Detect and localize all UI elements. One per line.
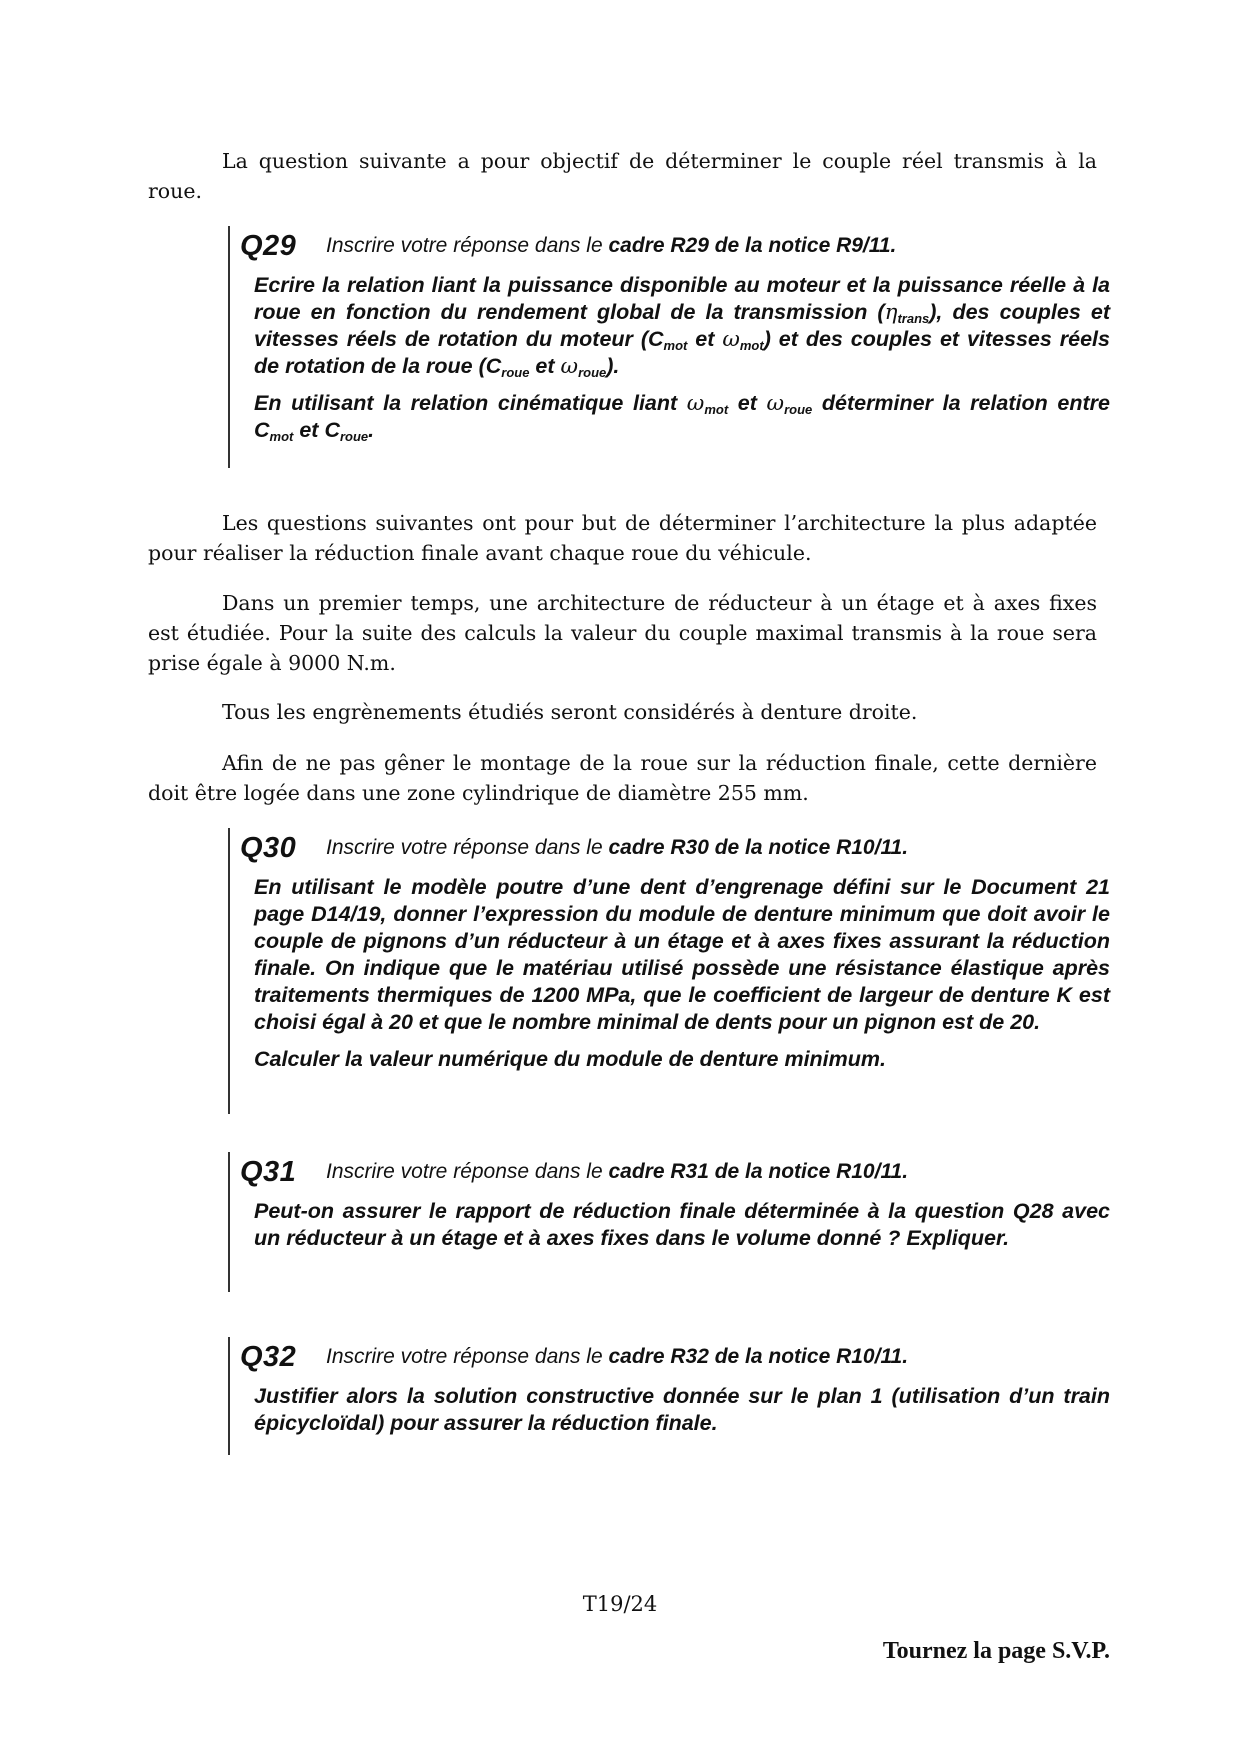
paragraph-gearing: Tous les engrènements étudiés seront considérés à denture droite. [222, 700, 918, 724]
question-q30 [228, 828, 1110, 1114]
paragraph-volume: Afin de ne pas gêner le montage de la roue sur la réduction finale, cette dernière doit être logée dans une zone cylindrique de diamètre 255 mm. [148, 751, 1097, 805]
q29-header [240, 226, 1110, 266]
page-number: T19/24 [582, 1592, 658, 1616]
q31-instruction: Inscrire votre réponse dans le cadre R31 de la notice R10/11. [326, 1160, 909, 1183]
q32-statement: Justifier alors la solution constructive donnée sur le plan 1 (utilisation d’un train épicycloïdal) pour assurer la réduction finale. [254, 1384, 1110, 1435]
q29-number: Q29 [240, 229, 297, 262]
q29-instruction: Inscrire votre réponse dans le cadre R29 de la notice R9/11. [326, 234, 897, 257]
q30-instruction: Inscrire votre réponse dans le cadre R30 de la notice R10/11. [326, 836, 909, 859]
q32-header [240, 1337, 1110, 1377]
q32-instruction: Inscrire votre réponse dans le cadre R32 de la notice R10/11. [326, 1345, 909, 1368]
intro-paragraph: La question suivante a pour objectif de déterminer le couple réel transmis à la roue. [148, 149, 1097, 203]
q31-header [240, 1152, 1110, 1192]
question-q29 [228, 226, 1110, 468]
question-q32 [228, 1337, 1110, 1455]
q31-statement: Peut-on assurer le rapport de réduction finale déterminée à la question Q28 avec un réducteur à un étage et à axes fixes dans le volume donné ? Expliquer. [254, 1199, 1110, 1250]
paragraph-architecture: Les questions suivantes ont pour but de déterminer l’architecture la plus adaptée pour réaliser la réduction finale avant chaque roue du véhicule. [148, 511, 1097, 565]
q30-statement-2: Calculer la valeur numérique du module de denture minimum. [254, 1047, 886, 1071]
q30-statement-1: En utilisant le modèle poutre d’une dent d’engrenage défini sur le Document 21 page D14/19, donner l’expression du module de denture minimum que doit avoir le couple de pignons d’un réducteur à un étage et à axes fixes assurant la réduction finale. On indique que le matériau utilisé possède une résistance élastique après traitements thermiques de 1200 MPa, que le coefficient de largeur de denture K est choisi égal à 20 et que le nombre minimal de dents pour un pignon est de 20. [254, 875, 1110, 1034]
q30-header [240, 828, 1110, 868]
q29-statement-1: Ecrire la relation liant la puissance disponible au moteur et la puissance réelle à la roue en fonction du rendement global de la transmission $(\eta_{trans})$, des couples et vitesses réels de rotation du moteur ($C_{mot}$ et $\omega_{mot}$) et des couples et vitesses réels de rotation de la roue ($C_{roue}$ et $\omega_{roue}$). [254, 273, 1110, 380]
turn-page-note: Tournez la page S.V.P. [882, 1638, 1110, 1664]
q31-number: Q31 [240, 1155, 297, 1188]
q30-number: Q30 [240, 831, 297, 864]
question-q31 [228, 1152, 1110, 1292]
q32-number: Q32 [240, 1340, 297, 1373]
q29-statement-2: En utilisant la relation cinématique liant $\omega_{mot}$ et $\omega_{roue}$ déterminer la relation entre $C_{mot}$ et $C_{roue}$. [254, 391, 1110, 444]
paragraph-first-approach: Dans un premier temps, une architecture de réducteur à un étage et à axes fixes est étudiée. Pour la suite des calculs la valeur du couple maximal transmis à la roue sera prise égale à 9000 N.m. [148, 591, 1097, 675]
